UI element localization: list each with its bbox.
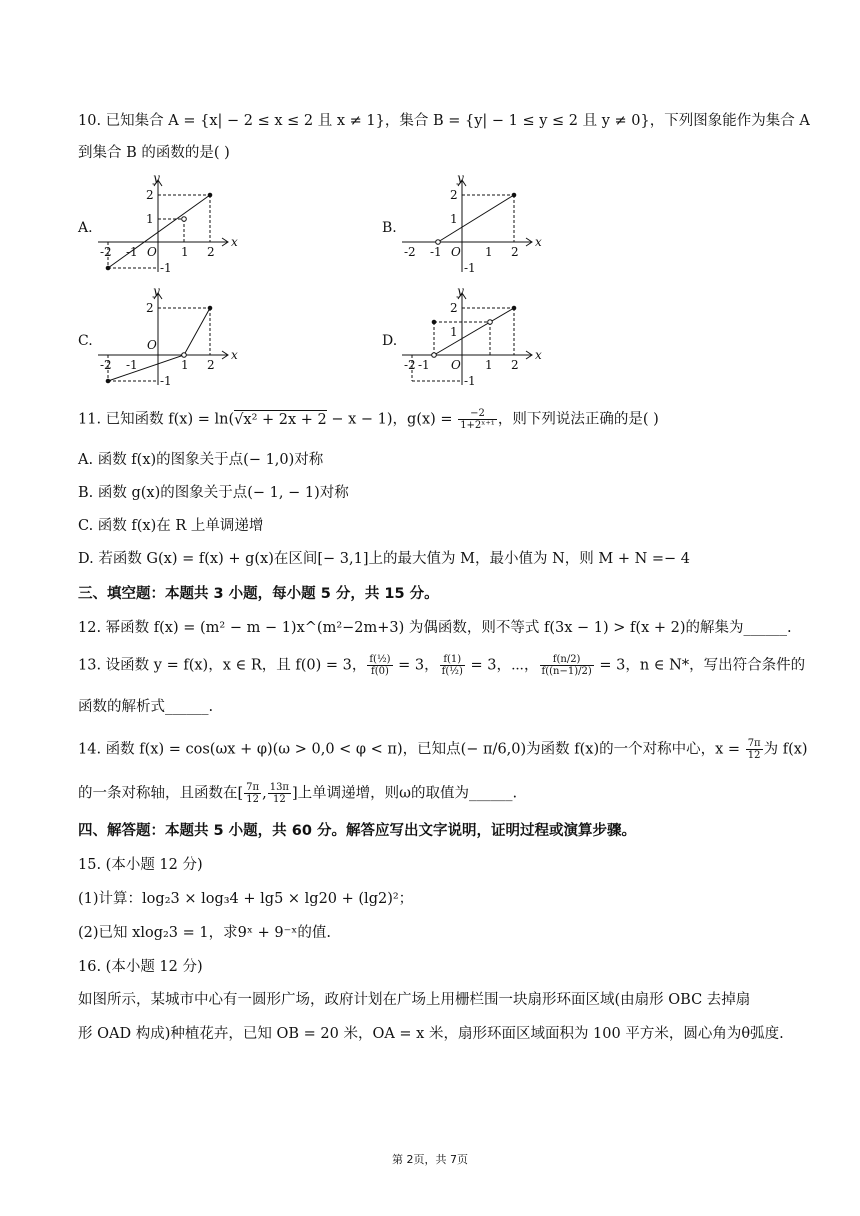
graph-c-y-label: y [153,284,160,298]
q14-frac-x: $\frac{7\pi}{12}$ [747,738,761,761]
graph-b-x-label: x [535,235,542,249]
graph-b-tick-xneg1: -1 [430,245,442,259]
graph-b-origin: O [451,245,461,259]
graph-a-tick-x1: 1 [181,245,189,259]
q14-stem: 14. 函数 f(x) = cos(ωx + φ)(ω > 0,0 < φ < π)，已知点(− π/6,0)为函数 f(x)的一个对称中心，x = $\frac{7\pi}{12}$ 为 f(x) [78,738,808,761]
graph-a-tick-yneg: -1 [160,261,172,275]
graph-c-tick-yneg: -1 [160,374,172,388]
graph-a [90,172,240,277]
section-3-heading: 三、填空题：本题共 3 小题，每小题 5 分，共 15 分。 [78,586,439,602]
graph-c-tick-xneg2: -2 [100,358,112,372]
q16-line2: 形 OAD 构成)种植花卉，已知 OB = 20 米，OA = x 米，扇形环面区域面积为 100 平方米，圆心角为θ弧度. [78,1026,784,1042]
graph-d-tick-y1: 1 [450,325,458,339]
graph-a-tick-x2: 2 [207,245,215,259]
q16-line1: 如图所示，某城市中心有一圆形广场，政府计划在广场上用栅栏围一块扇形环面区域(由扇形 OBC 去掉扇 [78,992,751,1008]
q13-stem: 13. 设函数 y = f(x)，x ∈ R，且 f(0) = 3， $\frac{\text{f(½)}}{f(0)}$ = 3， $\frac{f(1)}{\text{f(½)}}$ = 3，⋯， $\frac{f(n/2)}{f((n-1)/2)}$ = 3，n ∈ N*，写出符合条件的 [78,654,806,677]
graph-b-tick-xneg2: -2 [404,245,416,259]
q14-line2: 的一条对称轴，且函数在[ $\frac{7\pi}{12}$ , $\frac{13\pi}{12}$ ]上单调递增，则ω的取值为______. [78,782,518,805]
q10-option-d-label: D. [382,333,398,349]
q10-option-a-label: A. [78,220,93,236]
graph-d-tick-xneg1: -1 [418,358,430,372]
graph-b-tick-y1: 1 [450,212,458,226]
q11-stem-root: √x² + 2x + 2 [234,411,327,428]
graph-a-tick-y1: 1 [146,212,154,226]
graph-b-tick-x2: 2 [511,245,519,259]
q10-option-c-label: C. [78,333,93,349]
q10-option-b-label: B. [382,220,397,236]
q11-stem-b: − x − 1)，g(x) = [326,411,458,428]
q13-frac-2: $\frac{f(1)}{\text{f(½)}}$ [441,654,463,677]
q10-stem-line2: 到集合 B 的函数的是( ) [78,145,230,161]
graph-a-tick-xneg1: -1 [126,245,138,259]
graph-d-tick-x2: 2 [511,358,519,372]
q11-option-d: D. 若函数 G(x) = f(x) + g(x)在区间[− 3,1]上的最大值为 M，最小值为 N，则 M + N =− 4 [78,551,691,567]
graph-a-origin: O [147,245,157,259]
q11-option-a: A. 函数 f(x)的图象关于点(− 1,0)对称 [78,452,324,468]
graph-c [90,285,240,390]
graph-c-tick-x2: 2 [207,358,215,372]
q11-option-c: C. 函数 f(x)在 R 上单调递增 [78,518,264,534]
q16-title: 16. (本小题 12 分) [78,959,203,975]
q15-part2: (2)已知 xlog₂3 = 1，求9ˣ + 9⁻ˣ的值. [78,925,331,941]
q11-stem-a: 11. 已知函数 f(x) = ln( [78,411,235,428]
q14-frac-i1: $\frac{7\pi}{12}$ [246,782,260,805]
q11-stem-c: ，则下列说法正确的是( ) [497,411,659,428]
graph-d-tick-x1: 1 [485,358,493,372]
graph-b-tick-x1: 1 [485,245,493,259]
graph-c-tick-y2: 2 [146,301,154,315]
graph-d-y-label: y [457,284,464,298]
graph-c-tick-xneg1: -1 [126,358,138,372]
q15-part1: (1)计算：log₂3 × log₃4 + lg5 × lg20 + (lg2)²； [78,891,414,907]
q11-stem [78,408,659,431]
q11-g-fraction: $\frac{-2}{\text{1+2ˣ⁺¹}}$ [460,408,495,431]
q11-option-b: B. 函数 g(x)的图象关于点(− 1, − 1)对称 [78,485,349,501]
graph-b [394,172,544,277]
q13-line2: 函数的解析式______. [78,699,214,715]
q10-stem-line1: 10. 已知集合 A = {x| − 2 ≤ x ≤ 2 且 x ≠ 1}，集合 B = {y| − 1 ≤ y ≤ 2 且 y ≠ 0}，下列图象能作为集合 A [78,113,810,129]
graph-b-y-label: y [457,171,464,185]
graph-d-x-label: x [535,348,542,362]
q12-stem: 12. 幂函数 f(x) = (m² − m − 1)x^(m²−2m+3) 为偶函数，则不等式 f(3x − 1) > f(x + 2)的解集为______. [78,620,792,636]
graph-d-tick-y2: 2 [450,301,458,315]
graph-a-tick-y2: 2 [146,188,154,202]
q15-title: 15. (本小题 12 分) [78,857,203,873]
graph-d-tick-yneg: -1 [464,374,476,388]
q13-frac-1: $\frac{\text{f(½)}}{f(0)}$ [369,654,391,677]
graph-c-tick-x1: 1 [181,358,189,372]
graph-d-origin: O [451,358,461,372]
graph-c-origin: O [147,338,157,352]
graph-d-tick-xneg2: -2 [404,358,416,372]
graph-b-tick-yneg: -1 [464,261,476,275]
graph-a-y-label: y [153,171,160,185]
q14-frac-i2: $\frac{13\pi}{12}$ [269,782,289,805]
page-footer: 第 2页，共 7页 [392,1153,468,1166]
graph-a-x-label: x [231,235,238,249]
section-4-heading: 四、解答题：本题共 5 小题，共 60 分。解答应写出文字说明，证明过程或演算步骤。 [78,823,636,839]
graph-d [394,285,544,390]
graph-c-x-label: x [231,348,238,362]
q13-frac-3: $\frac{f(n/2)}{f((n-1)/2)}$ [541,654,592,677]
graph-a-tick-xneg2: -2 [100,245,112,259]
graph-b-tick-y2: 2 [450,188,458,202]
